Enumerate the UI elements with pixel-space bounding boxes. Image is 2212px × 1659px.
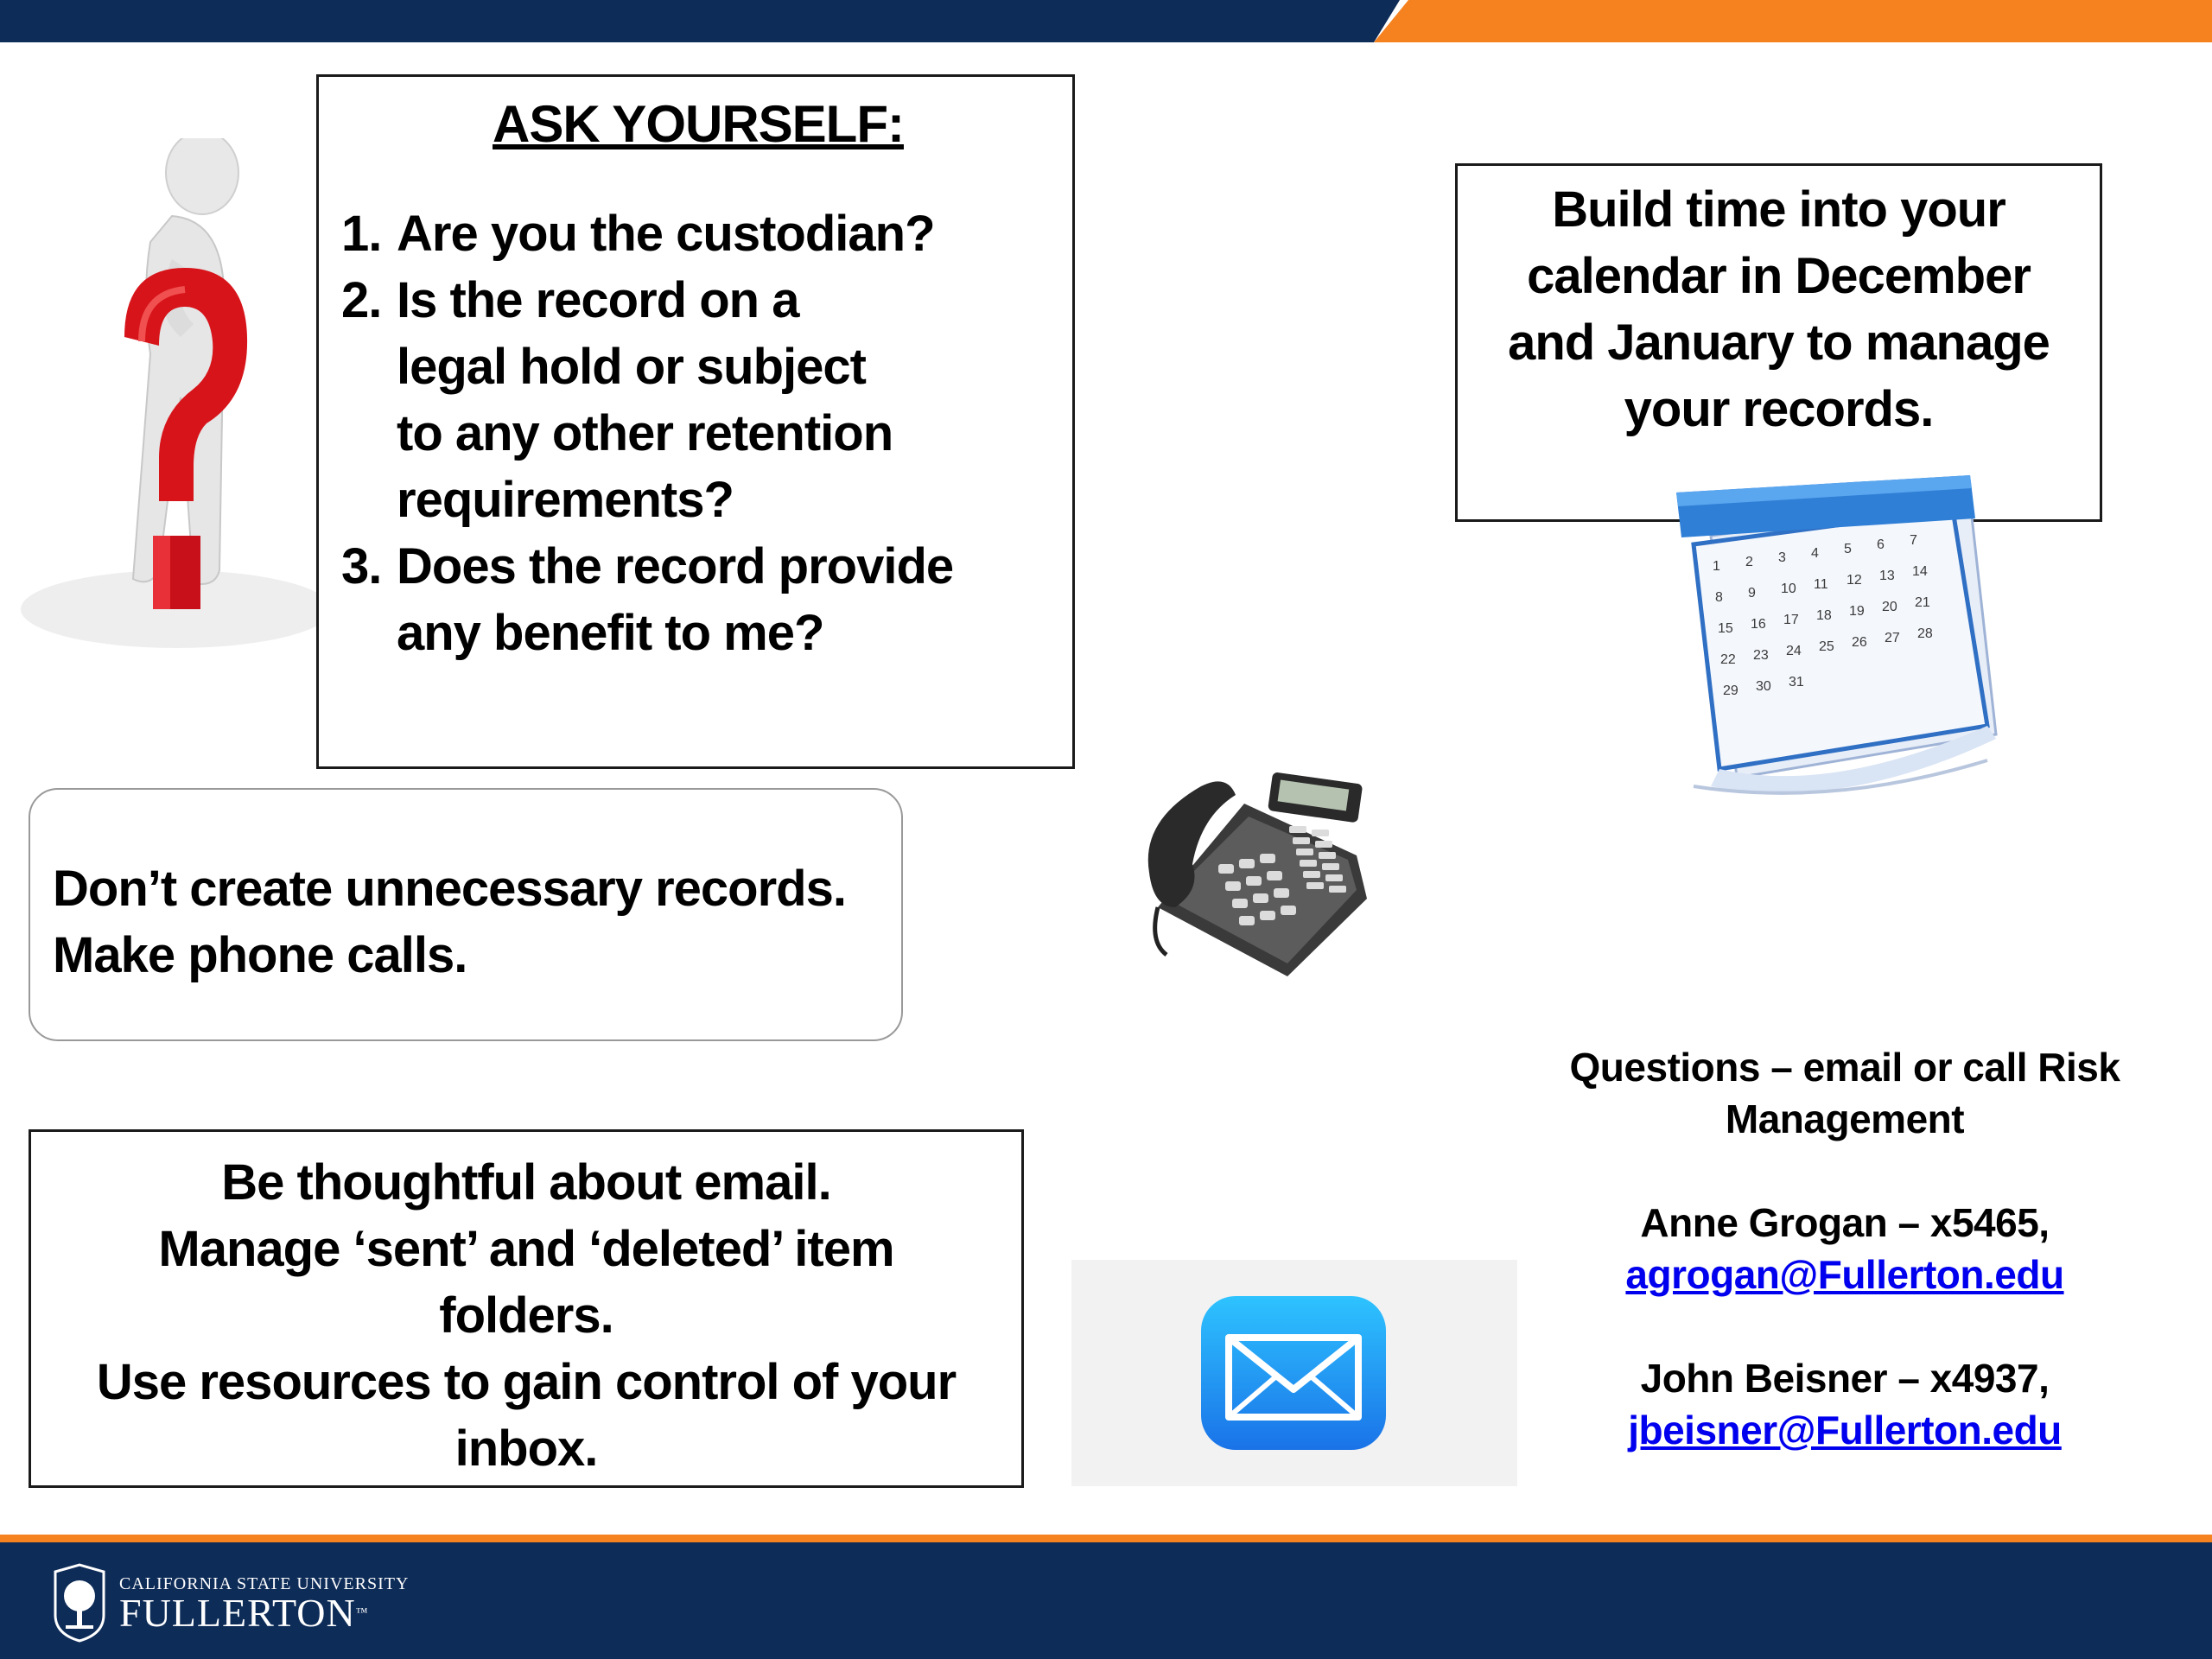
- phone-key: [1303, 871, 1320, 878]
- phone-key: [1315, 841, 1332, 848]
- contact-email-link[interactable]: agrogan@Fullerton.edu: [1625, 1252, 2064, 1297]
- calendar-day: 22: [1720, 652, 1736, 667]
- item-text: Are you the custodian?: [397, 206, 935, 262]
- university-logo: [52, 1561, 409, 1644]
- item-number: 1.: [341, 206, 382, 262]
- mail-envelope-icon: [1201, 1296, 1386, 1450]
- item-number: 2.: [341, 272, 382, 328]
- calendar-day: 27: [1885, 631, 1900, 645]
- calendar-day: 31: [1789, 675, 1804, 690]
- phone-key: [1239, 859, 1255, 868]
- logo-university-system: CALIFORNIA STATE UNIVERSITY: [119, 1573, 410, 1593]
- calendar-day: 13: [1879, 569, 1895, 583]
- calendar-day: 28: [1917, 626, 1933, 641]
- calendar-reminder-box: [1455, 163, 2102, 522]
- list-item: [341, 267, 915, 533]
- phone-key: [1260, 854, 1275, 863]
- calendar-day: 14: [1912, 564, 1928, 579]
- questions-contact-block: [1521, 1041, 2169, 1456]
- item-text: Is the record on a legal hold or subject to any other retention requirements?: [397, 272, 893, 528]
- phone-key: [1274, 888, 1289, 898]
- email-line: Use resources to gain control of your: [96, 1354, 957, 1410]
- email-advice-box: [29, 1129, 1024, 1488]
- calendar-day: 19: [1849, 604, 1865, 619]
- calendar-line: calendar in December: [1527, 248, 2031, 304]
- desk-phone-icon: [1141, 769, 1374, 985]
- phone-key: [1281, 906, 1296, 915]
- phone-key: [1306, 882, 1324, 889]
- phone-key: [1218, 864, 1234, 874]
- phone-key: [1253, 893, 1268, 903]
- calendar-day: 17: [1783, 613, 1799, 627]
- questions-heading: Management: [1725, 1096, 1965, 1141]
- questions-heading: Questions – email or call Risk: [1569, 1045, 2120, 1090]
- logo-trademark: ™: [355, 1605, 369, 1619]
- phone-key: [1329, 886, 1346, 893]
- phone-line: Don’t create unnecessary records.: [53, 861, 846, 917]
- footer-stripe: [0, 1535, 2212, 1542]
- calendar-day: 30: [1756, 679, 1771, 694]
- phone-key: [1289, 826, 1306, 833]
- phone-key: [1296, 849, 1313, 855]
- calendar-day: 24: [1786, 644, 1802, 658]
- phone-key: [1267, 871, 1282, 880]
- calendar-day: 25: [1819, 639, 1834, 654]
- calendar-line: your records.: [1624, 381, 1934, 437]
- contact-name: Anne Grogan – x5465,: [1640, 1200, 2050, 1245]
- logo-campus-name: [119, 1590, 409, 1635]
- calendar-day: 26: [1852, 635, 1867, 650]
- calendar-day: 5: [1844, 542, 1852, 556]
- calendar-day: 3: [1778, 550, 1786, 565]
- phone-key: [1293, 837, 1310, 844]
- calendar-day: 10: [1781, 582, 1796, 596]
- calendar-day: 18: [1816, 608, 1832, 623]
- ask-yourself-list: [341, 200, 1055, 666]
- calendar-day: 15: [1718, 621, 1733, 636]
- ask-yourself-box: [316, 74, 1075, 769]
- top-bar-navy: [0, 0, 1400, 42]
- calendar-line: and January to manage: [1508, 315, 2050, 371]
- calendar-line: Build time into your: [1552, 181, 2005, 238]
- list-item: [341, 200, 1055, 267]
- calendar-day: 21: [1915, 595, 1930, 610]
- email-line: folders.: [439, 1287, 613, 1344]
- phone-key: [1312, 830, 1329, 836]
- calendar-day: 2: [1745, 555, 1753, 569]
- phone-key: [1260, 911, 1275, 920]
- phone-key: [1232, 899, 1248, 908]
- thinking-figure-question-mark-icon: [21, 138, 340, 657]
- phone-key: [1239, 916, 1255, 925]
- calendar-day: 1: [1713, 559, 1720, 574]
- university-tree-seal-icon: [52, 1563, 107, 1643]
- list-item: [341, 533, 1036, 666]
- item-text: Does the record provide any benefit to me?: [397, 538, 954, 661]
- contact-email-link[interactable]: jbeisner@Fullerton.edu: [1628, 1408, 2062, 1452]
- phone-key: [1300, 860, 1317, 867]
- calendar-day: 4: [1811, 546, 1819, 561]
- ask-yourself-title: ASK YOURSELF:: [493, 95, 904, 153]
- calendar-day: 16: [1751, 617, 1766, 632]
- calendar-day: 29: [1723, 683, 1738, 698]
- contact-name: John Beisner – x4937,: [1640, 1356, 2050, 1401]
- mail-tile: [1071, 1260, 1517, 1486]
- phone-key: [1246, 876, 1262, 886]
- phone-key: [1319, 852, 1336, 859]
- phone-calls-box: [29, 788, 903, 1041]
- calendar-day: 9: [1748, 586, 1756, 601]
- calendar-day: 12: [1847, 573, 1862, 588]
- email-line: inbox.: [454, 1421, 598, 1477]
- calendar-day: 11: [1814, 577, 1828, 592]
- calendar-icon: [1659, 475, 2039, 812]
- calendar-day: 6: [1877, 537, 1885, 552]
- calendar-day: 23: [1753, 648, 1769, 663]
- top-bar-orange: [1374, 0, 2212, 42]
- phone-key: [1325, 874, 1343, 881]
- phone-key: [1322, 863, 1339, 870]
- logo-campus-word: FULLERTON: [119, 1590, 356, 1635]
- calendar-day: 8: [1715, 590, 1723, 605]
- email-line: Be thoughtful about email.: [221, 1154, 831, 1211]
- phone-key: [1225, 881, 1241, 891]
- calendar-day: 20: [1882, 600, 1897, 614]
- email-line: Manage ‘sent’ and ‘deleted’ item: [158, 1221, 894, 1277]
- item-number: 3.: [341, 538, 382, 594]
- calendar-day: 7: [1910, 533, 1917, 548]
- phone-line: Make phone calls.: [53, 927, 467, 983]
